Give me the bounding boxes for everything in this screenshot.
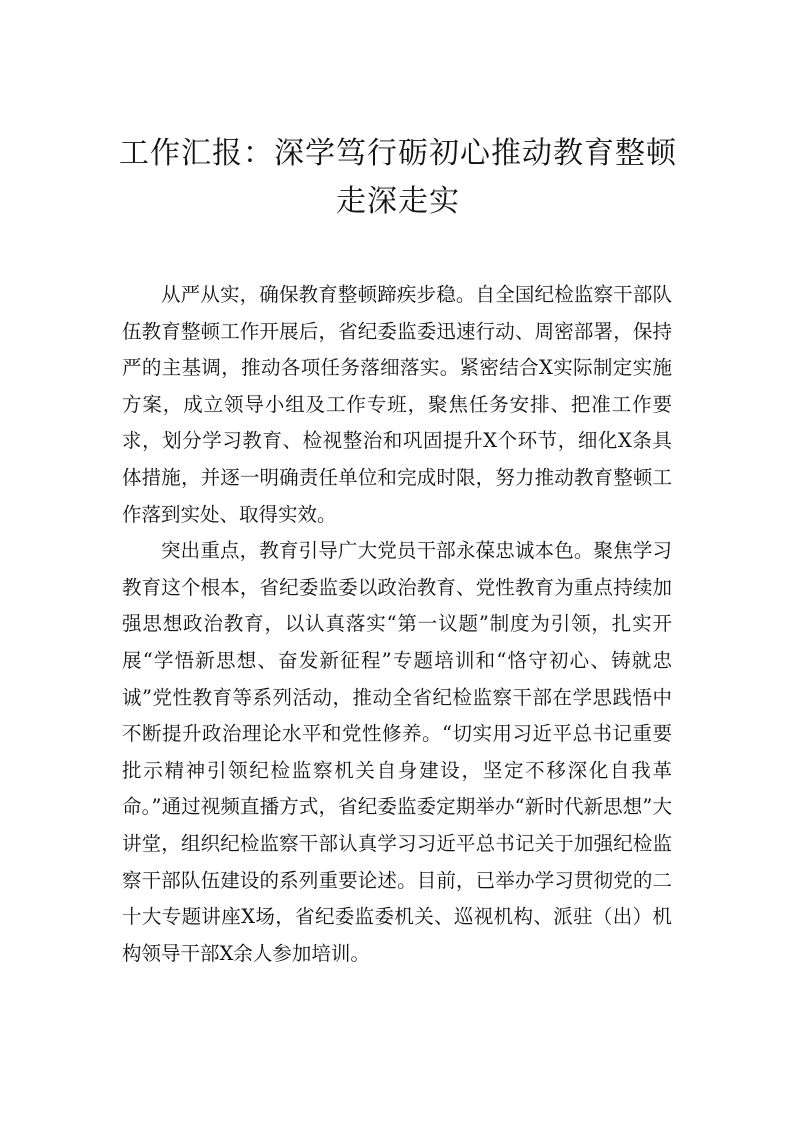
paragraph-2: 突出重点，教育引导广大党员干部永葆忠诚本色。聚焦学习教育这个根本，省纪委监委以政治教育、党性教育为重点持续加强思想政治教育，以认真落实“第一议题”制度为引领，扎实开展“学悟新思想、奋发新征程”专题培训和“恪守初心、铸就忠诚”党性教育等系列活动，推动全省纪检监察干部在学思践悟中不断提升政治理论水平和党性修养。“切实用习近平总书记重要批示精神引领纪检监察机关自身建设，坚定不移深化自我革命。”通过视频直播方式，省纪委监委定期举办“新时代新思想”大讲堂，组织纪检监察干部认真学习习近平总书记关于加强纪检监察干部队伍建设的系列重要论述。目前，已举办学习贯彻党的二十大专题讲座X场，省纪委监委机关、巡视机构、派驻（出）机构领导干部X余人参加培训。 <box>122 539 672 965</box>
document-title: 工作汇报：深学笃行砺初心推动教育整顿走深走实 <box>119 136 677 219</box>
paragraph-1: 从严从实，确保教育整顿蹄疾步稳。自全国纪检监察干部队伍教育整顿工作开展后，省纪委监委迅速行动、周密部署，保持严的主基调，推动各项任务落细落实。紧密结合X实际制定实施方案，成立领导小组及工作专班，聚焦任务安排、把准工作要求，划分学习教育、检视整治和巩固提升X个环节，细化X条具体措施，并逐一明确责任单位和完成时限，努力推动教育整顿工作落到实处、取得实效。 <box>122 283 672 526</box>
document-body <box>122 277 672 972</box>
